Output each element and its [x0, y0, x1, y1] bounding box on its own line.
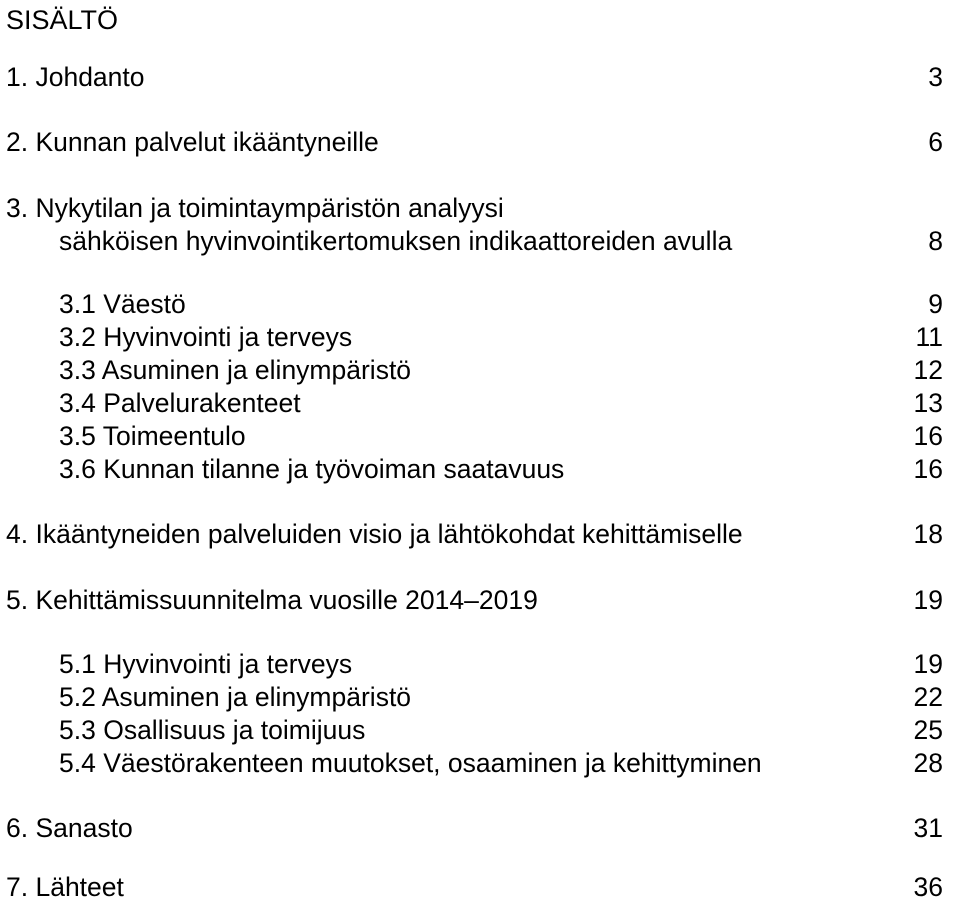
toc-entry-page: 19: [913, 649, 943, 679]
toc-entry-5-1: [0, 648, 960, 680]
toc-entry-sanasto: [0, 812, 960, 844]
toc-entry-nykytilan-analyysi-cont: [0, 225, 960, 257]
toc-entry-page: 11: [915, 322, 943, 352]
toc-entry-label: 3.2 Hyvinvointi ja terveys: [59, 322, 353, 352]
toc-entry-label: 7. Lähteet: [6, 872, 124, 902]
toc-entry-page: 9: [928, 289, 943, 319]
toc-entry-page: 28: [913, 748, 943, 778]
toc-entry-asuminen: [0, 354, 960, 386]
toc-entry-label: 3.4 Palvelurakenteet: [59, 388, 301, 418]
toc-entry-label: 3.5 Toimeentulo: [59, 421, 246, 451]
toc-entry-nykytilan-analyysi: [0, 192, 960, 224]
toc-entry-label: 1. Johdanto: [6, 62, 145, 92]
toc-entry-lahteet: [0, 871, 960, 903]
toc-entry-page: 3: [928, 62, 943, 92]
toc-entry-label: 3.3 Asuminen ja elinympäristö: [59, 355, 412, 385]
toc-entry-label: 5.3 Osallisuus ja toimijuus: [59, 715, 366, 745]
toc-entry-label: 5. Kehittämissuunnitelma vuosille 2014–2019: [6, 585, 538, 615]
toc-entry-toimeentulo: [0, 420, 960, 452]
toc-entry-visio: [0, 518, 960, 550]
toc-entry-kunnan-tilanne: [0, 453, 960, 485]
toc-entry-page: 18: [913, 519, 943, 549]
toc-entry-kunnan-palvelut: [0, 126, 960, 158]
toc-entry-page: 13: [913, 388, 943, 418]
toc-entry-label: 2. Kunnan palvelut ikääntyneille: [6, 127, 379, 157]
toc-entry-page: 25: [913, 715, 943, 745]
toc-entry-page: 6: [928, 127, 943, 157]
toc-entry-page: 22: [913, 682, 943, 712]
toc-entry-label-line2: sähköisen hyvinvointikertomuksen indikaattoreiden avulla: [59, 226, 733, 256]
toc-entry-5-4: [0, 747, 960, 779]
toc-entry-palvelurakenteet: [0, 387, 960, 419]
toc-entry-label: 5.2 Asuminen ja elinympäristö: [59, 682, 412, 712]
toc-entry-label: 3.6 Kunnan tilanne ja työvoiman saatavuus: [59, 454, 565, 484]
toc-entry-vaesto: [0, 288, 960, 320]
toc-entry-page: 8: [928, 226, 943, 256]
toc-entry-label: 4. Ikääntyneiden palveluiden visio ja lähtökohdat kehittämiselle: [6, 519, 743, 549]
toc-entry-5-3: [0, 714, 960, 746]
toc-entry-label: 3.1 Väestö: [59, 289, 186, 319]
toc-entry-label: 5.4 Väestörakenteen muutokset, osaaminen ja kehittyminen: [59, 748, 762, 778]
toc-entry-kehittamissuunnitelma: [0, 584, 960, 616]
toc-entry-johdanto: [0, 61, 960, 93]
toc-title: SISÄLTÖ: [6, 5, 119, 35]
toc-entry-page: 16: [913, 454, 943, 484]
toc-entry-label-line1: 3. Nykytilan ja toimintaympäristön analyysi: [6, 193, 504, 223]
toc-entry-label: 5.1 Hyvinvointi ja terveys: [59, 649, 353, 679]
toc-entry-page: 31: [913, 813, 943, 843]
toc-entry-page: 12: [913, 355, 943, 385]
toc-entry-page: 19: [913, 585, 943, 615]
toc-entry-hyvinvointi-ja-terveys: [0, 321, 960, 353]
toc-entry-label: 6. Sanasto: [6, 813, 133, 843]
toc-entry-page: 36: [913, 872, 943, 902]
toc-entry-5-2: [0, 681, 960, 713]
toc-entry-page: 16: [913, 421, 943, 451]
